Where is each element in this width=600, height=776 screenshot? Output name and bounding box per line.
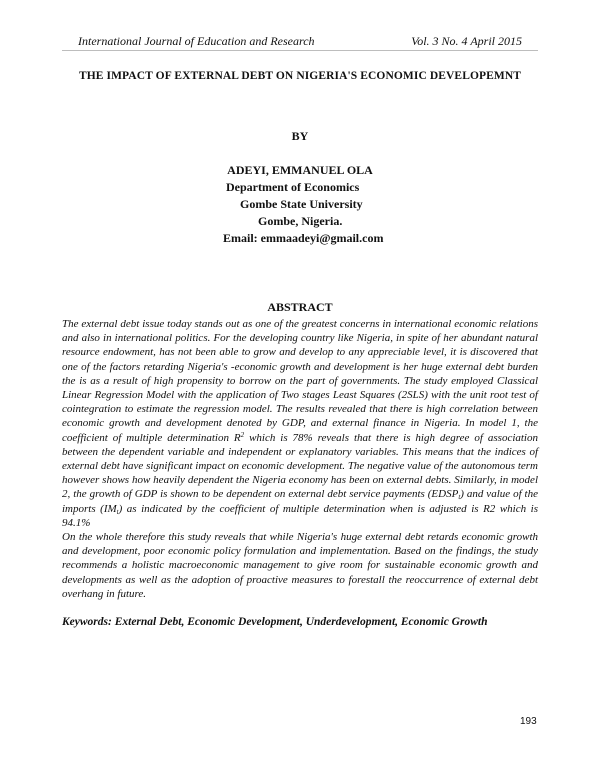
volume-issue: Vol. 3 No. 4 April 2015	[411, 34, 522, 48]
edsp-subscript: t	[458, 493, 461, 502]
abstract-text-part-b: which is 78% reveals that there is high degree of association between the dependent variable and independent or explanatory variables. This means that the indices of external debt have significant impact on economic development. The negative value of the autonomous term however shows how heavily dependent the Nigeria economy has been on external debts. Similarly, in model 2, the growth of GDP is shown to be dependent on external debt service payments (EDSP	[62, 431, 538, 501]
abstract-paragraph-2: On the whole therefore this study reveals that while Nigeria's huge external debt retards economic growth and development, poor economic policy formulation and implementation. Based on the findings, the study recommends a holistic macroeconomic management to give room for sustainable economic growth and developments as well as the adoption of proactive measures to forestall the reoccurrence of external debt overhang in future.	[62, 531, 538, 600]
abstract-body	[62, 317, 538, 601]
author-location: Gombe, Nigeria.	[258, 214, 343, 228]
abstract-heading: ABSTRACT	[267, 300, 333, 314]
paper-title: THE IMPACT OF EXTERNAL DEBT ON NIGERIA'S ECONOMIC DEVELOPEMNT	[78, 70, 522, 82]
abstract-paragraph-1	[62, 317, 538, 530]
abstract-text-part-c: ) and value of the imports (IM	[62, 488, 538, 515]
im-subscript: t	[116, 507, 119, 516]
abstract-text-part-a: The external debt issue today stands out as one of the greatest concerns in international economic relations and also in international politics. For the developing country like Nigeria, in spite of her abundant natural resource endowment, has not been able to grow and develop to any appreciable level, it is discovered that one of the factors retarding Nigeria's -economic growth and development is her huge external debt burden the is as a result of high propensity to borrow on the part of governments. The study employed Classical Linear Regression Model with the application of Two stages Least Squares (2SLS) with the unit root test of cointegration to estimate the regression model. The results revealed that there is high correlation between economic growth and development denoted by GDP, and external finance in Nigeria. In model 1, the coefficient of multiple determination R	[62, 318, 538, 444]
r-squared-superscript: 2	[240, 430, 245, 439]
journal-name: International Journal of Education and Research	[78, 34, 315, 48]
author-name: ADEYI, EMMANUEL OLA	[227, 163, 373, 177]
page-number: 193	[520, 716, 537, 727]
author-university: Gombe State University	[240, 197, 363, 211]
author-department: Department of Economics	[226, 180, 360, 194]
header-rule	[62, 50, 538, 51]
by-line: BY	[291, 129, 309, 143]
abstract-text-part-d: ) as indicated by the coefficient of multiple determination when is adjusted is R2 which is 94.1%	[62, 502, 538, 529]
author-email: Email: emmaadeyi@gmail.com	[223, 231, 384, 245]
keywords: Keywords: External Debt, Economic Development, Underdevelopment, Economic Growth	[62, 616, 488, 628]
